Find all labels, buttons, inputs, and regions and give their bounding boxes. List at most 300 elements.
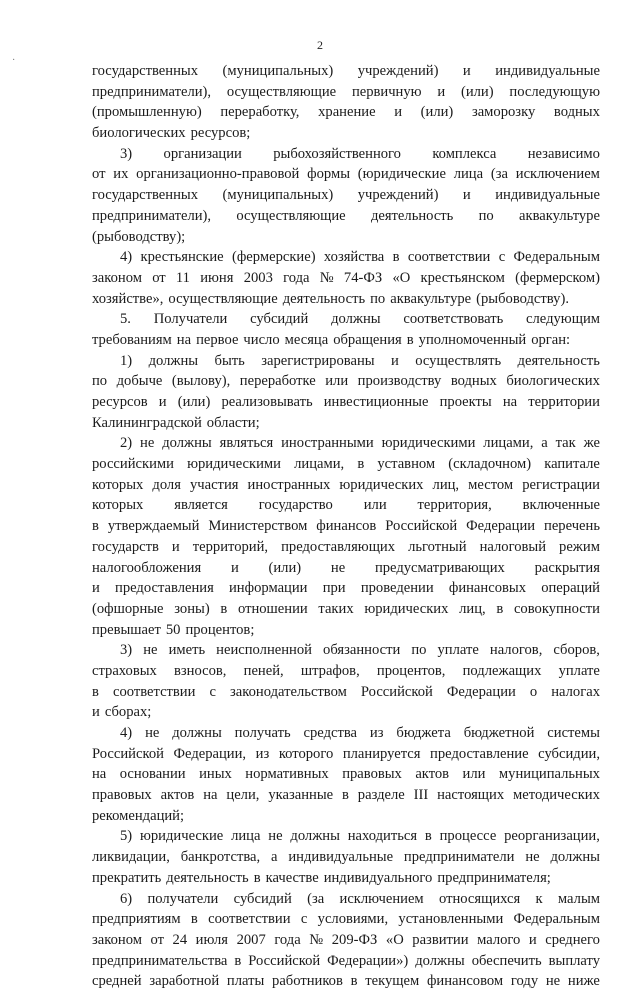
word: сборов, (553, 642, 600, 659)
word: 74-ФЗ (343, 269, 383, 286)
word: или (363, 497, 387, 514)
word: первое (196, 331, 239, 348)
word: осуществляющие (168, 290, 278, 307)
word: 6) (120, 890, 133, 907)
word: российскими (92, 456, 174, 473)
word: Федеральным (513, 249, 600, 266)
word: платы (226, 973, 265, 990)
word: и (437, 83, 446, 100)
text-line (92, 185, 600, 206)
word: в (342, 787, 349, 804)
word: качестве (265, 869, 319, 886)
word: организационно-правовой (136, 166, 300, 183)
word: или (462, 766, 486, 783)
word: не (268, 828, 283, 845)
word: крестьянском (420, 269, 505, 286)
text-line (92, 413, 600, 434)
word: лиц, (432, 476, 460, 493)
word: производству (357, 373, 442, 390)
word: хозяйстве», (92, 290, 164, 307)
word: должны (415, 952, 465, 969)
word: исключением (515, 166, 600, 183)
word: деятельность (370, 207, 454, 224)
word: по (370, 290, 386, 307)
text-line (92, 971, 600, 992)
word: иных (199, 766, 232, 783)
word: которых (92, 497, 144, 514)
text-line (92, 640, 600, 661)
word: заморозку (471, 104, 536, 121)
word: (или) (268, 559, 302, 576)
text-line (92, 723, 600, 744)
word: государственных (92, 63, 199, 79)
word: 5) (120, 828, 133, 845)
text-line (92, 454, 600, 475)
word: из (255, 745, 270, 762)
word: средства (303, 725, 358, 741)
word: 1) (120, 352, 133, 369)
word: которого (278, 745, 334, 762)
word: ресурсов (92, 394, 148, 410)
word: получать (234, 725, 291, 741)
text-line (92, 144, 600, 165)
word: Российской (360, 683, 433, 700)
word: указанные (268, 787, 334, 804)
text-line (92, 702, 600, 723)
word: хранение (318, 104, 376, 121)
word: процессе (439, 828, 497, 845)
word: 3) (120, 642, 133, 659)
text-line (92, 351, 600, 372)
word: малым (557, 890, 600, 907)
text-line (92, 495, 600, 516)
word: процентов; (185, 621, 255, 638)
word: осуществлять (415, 352, 502, 369)
word: государств (92, 538, 159, 555)
word: 3) (120, 145, 133, 162)
word: из (369, 725, 384, 741)
word: должны (331, 311, 381, 328)
word: соответствии (208, 911, 291, 928)
word: первичную (351, 83, 422, 100)
word: в (253, 869, 261, 886)
word: основании (119, 766, 186, 783)
word: иностранных (247, 476, 331, 493)
word: методических (513, 787, 600, 804)
word: режим (559, 538, 600, 555)
word: по (92, 373, 108, 390)
word: независимо (527, 145, 600, 162)
word: 2003 (243, 269, 273, 286)
word: не (143, 642, 158, 659)
word: налогах (551, 683, 600, 700)
word: комплекса (432, 145, 497, 162)
word: лица (453, 166, 484, 183)
word: пеней, (243, 662, 284, 679)
word: относящихся (438, 890, 521, 907)
word: и (462, 63, 471, 79)
word: в (190, 911, 198, 928)
word: в (350, 973, 358, 990)
word: деятельность (166, 869, 249, 886)
word: финансов (316, 518, 377, 535)
word: а (541, 435, 548, 452)
word: юридических (339, 476, 424, 493)
word: лицами, (483, 435, 534, 452)
word: предоставляющих (281, 538, 396, 555)
word: совокупности (513, 600, 600, 617)
word: предприниматели), (92, 207, 212, 224)
word: налогообложения (92, 559, 202, 576)
word: разделе (357, 787, 405, 804)
text-line (92, 661, 600, 682)
word: (юридические (357, 166, 446, 183)
word: уплате (558, 662, 600, 679)
text-line (92, 123, 600, 144)
word: доля (152, 476, 181, 493)
word: 2) (120, 435, 133, 452)
word: субсидий (250, 311, 309, 328)
word: при (322, 580, 346, 597)
word: года (283, 269, 310, 286)
word: должны (148, 352, 199, 369)
document-body (92, 61, 600, 992)
text-line (92, 599, 600, 620)
word: правовых (342, 766, 402, 783)
word: налогов, (489, 642, 543, 659)
text-line (92, 889, 600, 910)
word: местом (468, 476, 514, 493)
word: с (300, 911, 308, 928)
word: налоговый (479, 538, 546, 555)
word: (за (307, 890, 325, 907)
word: 4) (120, 249, 133, 266)
word: число (243, 331, 280, 348)
word: (вылову), (171, 373, 231, 390)
text-line (92, 868, 600, 889)
word: раскрытия (534, 559, 600, 576)
word: территории (528, 394, 600, 410)
word: соответствии (407, 249, 491, 266)
word: предпринимательства (92, 952, 228, 969)
word: финансовых (448, 580, 526, 597)
word: индивидуальные (495, 187, 600, 204)
word: их (113, 166, 129, 183)
word: таких (318, 600, 354, 617)
text-line (92, 537, 600, 558)
text-line (92, 206, 600, 227)
word: осуществляющие (236, 207, 346, 224)
word: актов (160, 787, 195, 804)
text-line (92, 392, 600, 413)
word: уставном (377, 456, 436, 473)
word: 4) (120, 725, 133, 741)
text-line (92, 826, 600, 847)
text-line (92, 61, 600, 82)
text-line (92, 433, 600, 454)
word: Российской (92, 745, 164, 762)
word: которых (92, 476, 144, 493)
word: планируется (342, 745, 421, 762)
word: ресурсов; (190, 125, 251, 142)
word: Министерством (208, 518, 308, 535)
word: Калининградской (92, 414, 202, 431)
word: на (203, 787, 218, 804)
word: к (535, 890, 543, 907)
word: (или) (460, 83, 494, 100)
word: находиться (347, 828, 418, 845)
word: получатели (147, 890, 219, 907)
word: реорганизации, (504, 828, 600, 845)
word: же (583, 435, 600, 452)
word: (складочном) (448, 456, 532, 473)
word: от (150, 931, 164, 948)
word: настоящих (437, 787, 505, 804)
word: субсидии, (538, 745, 600, 762)
word: по (411, 642, 427, 659)
word: работников (272, 973, 343, 990)
word: индивидуальные (288, 849, 394, 866)
word: деятельность (282, 290, 366, 307)
word: и (92, 580, 100, 597)
word: аквакультуре (390, 290, 472, 307)
word: являться (219, 435, 274, 452)
word: формы (307, 166, 350, 183)
text-line (92, 102, 600, 123)
page-number: 2 (317, 38, 323, 52)
word: и (171, 538, 180, 555)
word: информации (229, 580, 308, 597)
word: процентов, (376, 662, 446, 679)
word: ниже (567, 973, 600, 990)
word: и (158, 394, 167, 410)
word: учреждений) (357, 187, 439, 204)
word: законом (92, 931, 142, 948)
word: условиями, (317, 911, 389, 928)
word: должны (162, 435, 212, 452)
word: лица (231, 828, 261, 845)
word: не (140, 435, 155, 452)
word: добыче (116, 373, 163, 390)
word: реализовывать (221, 394, 313, 410)
word: Федеральным (513, 911, 600, 928)
word: «О (385, 931, 404, 948)
word: предпринимателя; (437, 869, 551, 886)
word: юридические (139, 828, 224, 845)
word: (промышленную) (92, 104, 202, 121)
text-line (92, 558, 600, 579)
word: должны (550, 849, 600, 866)
word: актов (415, 766, 450, 783)
word: обеспечить (471, 952, 542, 969)
text-line (92, 268, 600, 289)
text-line (92, 330, 600, 351)
word: заработной (149, 973, 220, 990)
word: (или) (177, 394, 211, 410)
word: территория, (417, 497, 492, 514)
word: организации (163, 145, 242, 162)
word: на (176, 331, 192, 348)
word: перечень (544, 518, 600, 535)
word: месяца (284, 331, 329, 348)
word: о (529, 683, 538, 700)
text-line (92, 309, 600, 330)
word: предоставления (115, 580, 214, 597)
word: лиц, (459, 600, 486, 617)
word: лицами, (294, 456, 345, 473)
word: рыбохозяйственного (273, 145, 401, 162)
word: в (220, 600, 228, 617)
word: быть (214, 352, 245, 369)
word: регистрации (522, 476, 600, 493)
text-line (92, 82, 600, 103)
word: (офшорные (92, 600, 164, 617)
text-line (92, 475, 600, 496)
word: и (394, 104, 403, 121)
word: с (209, 683, 216, 700)
word: хозяйства (323, 249, 385, 266)
word: (фермерские) (231, 249, 316, 266)
word: не (145, 725, 160, 741)
word: ликвидации, (92, 849, 170, 866)
word: (рыбоводству); (92, 228, 186, 245)
word: не (545, 973, 561, 990)
text-line (92, 289, 600, 310)
word: последующую (509, 83, 600, 100)
word: Федерации») (327, 952, 409, 969)
word: является (174, 497, 228, 514)
word: инвестиционные (323, 394, 429, 410)
word: муниципальных (498, 766, 600, 783)
word: орган: (531, 331, 571, 348)
word: № (309, 931, 324, 948)
word: аквакультуре (519, 207, 600, 224)
word: области; (206, 414, 260, 431)
word: по (478, 207, 494, 224)
word: водных (450, 373, 497, 390)
word: взносов, (174, 662, 227, 679)
text-line (92, 806, 600, 827)
word: отношении (237, 600, 308, 617)
word: территорий, (192, 538, 269, 555)
word: Получатели (153, 311, 228, 328)
word: (за (490, 166, 508, 183)
word: средней (92, 973, 142, 990)
word: уполномоченный (418, 331, 527, 348)
text-line (92, 227, 600, 248)
word: переработку, (220, 104, 300, 121)
word: юридическими (381, 435, 476, 452)
word: году (510, 973, 539, 990)
word: 24 (172, 931, 188, 948)
word: биологических (92, 125, 186, 142)
word: включенные (522, 497, 600, 514)
word: страховых (92, 662, 157, 679)
text-line (92, 909, 600, 930)
word: в (496, 600, 504, 617)
word: Российской (248, 952, 321, 969)
word: малого (477, 931, 521, 948)
word: индивидуальные (495, 63, 600, 79)
word: установленными (398, 911, 504, 928)
word: банкротства, (180, 849, 261, 866)
word: и (92, 704, 100, 721)
word: сборах; (104, 704, 152, 721)
word: системы (547, 725, 600, 741)
word: Российской (385, 518, 458, 535)
word: в (234, 952, 242, 969)
word: уплате (437, 642, 479, 659)
word: года (274, 931, 301, 948)
word: переработке (239, 373, 316, 390)
word: с (498, 249, 506, 266)
word: (фермерском) (515, 269, 600, 286)
word: 209-ФЗ (331, 931, 378, 948)
word: и (528, 931, 537, 948)
word: в (424, 828, 432, 845)
word: следующим (526, 311, 600, 328)
word: законом (92, 269, 142, 286)
word: прекратить (92, 869, 162, 886)
word: правовых (92, 787, 152, 804)
text-line (92, 847, 600, 868)
word: а (271, 849, 278, 866)
word: иностранными (281, 435, 374, 452)
word: от (152, 269, 166, 286)
word: проекты (439, 394, 492, 410)
word: законодательством (230, 683, 347, 700)
word: крестьянские (140, 249, 224, 266)
word: в (92, 683, 99, 700)
word: биологических (506, 373, 600, 390)
word: № (319, 269, 334, 286)
word: финансовом (426, 973, 504, 990)
word: юридических (364, 600, 449, 617)
text-line (92, 764, 600, 785)
word: участия (189, 476, 239, 493)
word: в (392, 249, 400, 266)
word: так (555, 435, 576, 452)
word: исключением (339, 890, 424, 907)
word: льготный (408, 538, 467, 555)
word: Федерации, (173, 745, 247, 762)
word: соответствовать (403, 311, 504, 328)
word: «О (392, 269, 411, 286)
word: в (357, 456, 365, 473)
word: и (390, 352, 399, 369)
word: 11 (175, 269, 190, 286)
word: учреждений) (357, 63, 439, 79)
word: подлежащих (462, 662, 542, 679)
text-line (92, 930, 600, 951)
word: Федерации (466, 518, 536, 535)
word: июля (195, 931, 229, 948)
word: на (92, 766, 107, 783)
text-line (92, 620, 600, 641)
word: предусматривающих (374, 559, 505, 576)
word: (муниципальных) (222, 187, 334, 204)
word: водных (553, 104, 600, 121)
word: (или) (420, 104, 454, 121)
word: предприниматели), (92, 83, 212, 100)
word: среднего (545, 931, 600, 948)
word: проведении (360, 580, 434, 597)
text-line (92, 744, 600, 765)
word: на (502, 394, 518, 410)
text-line (92, 164, 600, 185)
word: III (413, 787, 429, 804)
word: выплату (548, 952, 600, 969)
